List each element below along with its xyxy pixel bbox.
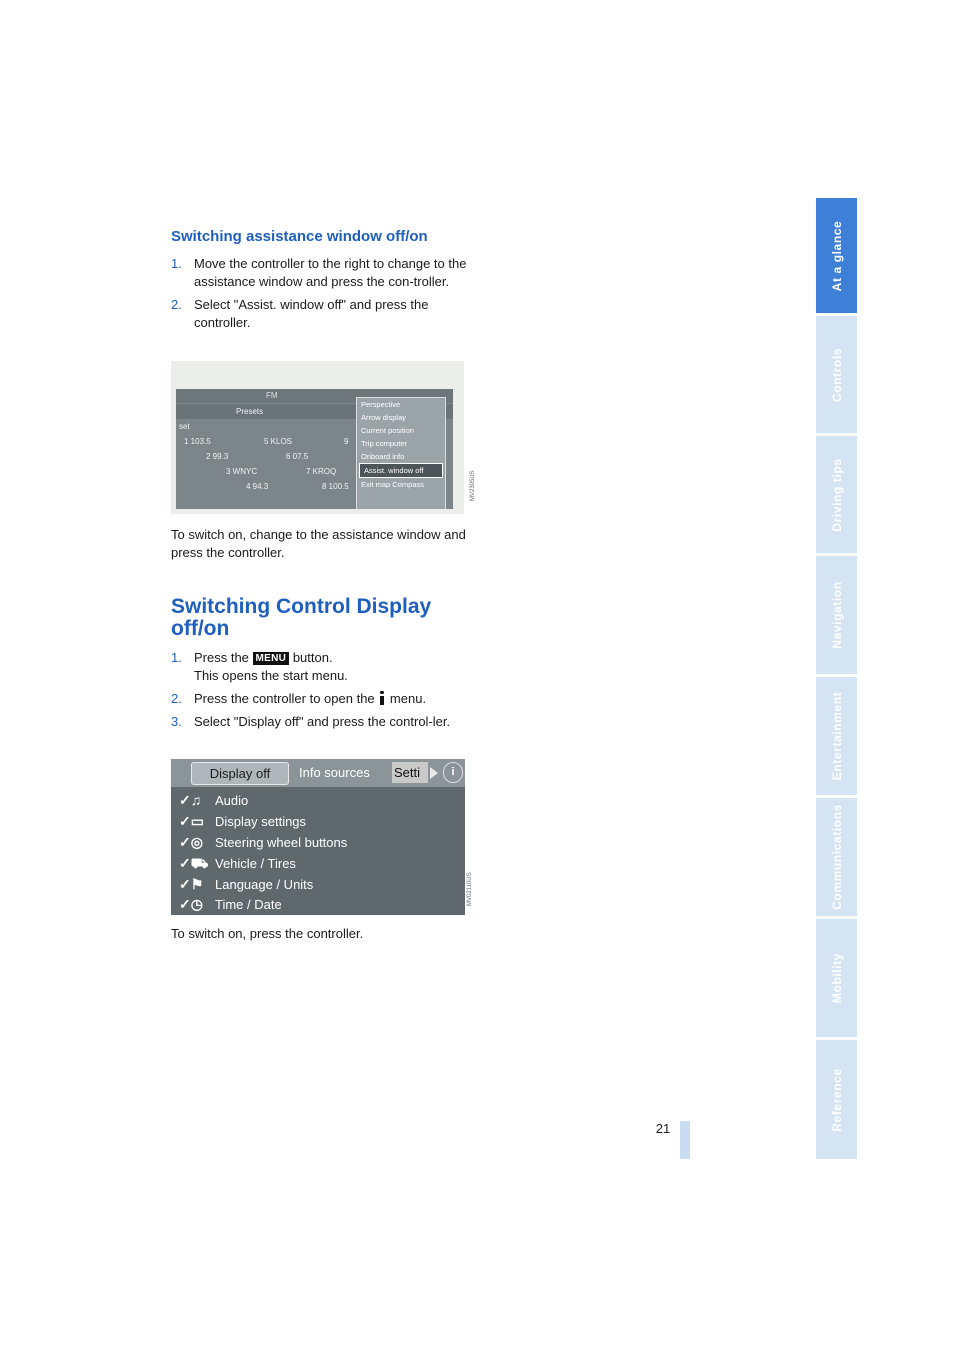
tab-settings[interactable]: Setti: [392, 762, 428, 783]
start-menu-screenshot: [171, 759, 465, 915]
assistance-window-screenshot: [171, 361, 476, 514]
side-tab-entertainment[interactable]: Entertainment: [816, 677, 857, 795]
preset-row: 3 WNYC 7 KROQ: [226, 467, 337, 476]
info-icon[interactable]: i: [443, 762, 463, 783]
steering-wheel-icon: ✓◎: [179, 834, 203, 850]
side-tab-at-a-glance[interactable]: At a glance: [816, 198, 857, 313]
menu-button-icon: MENU: [253, 652, 290, 665]
preset-row: 4 94.3 8 100.5: [246, 482, 349, 491]
list-item[interactable]: ✓⛟ Vehicle / Tires: [179, 855, 296, 871]
menu-item[interactable]: Onboard info: [361, 452, 405, 461]
page-marker: [680, 1121, 690, 1159]
vehicle-icon: ✓⛟: [179, 855, 209, 871]
arrow-right-icon[interactable]: [430, 767, 438, 779]
side-tab-navigation[interactable]: Navigation: [816, 556, 857, 674]
steps-list: [171, 255, 471, 332]
menu-item[interactable]: Trip computer: [361, 439, 407, 448]
display-icon: ✓▭: [179, 813, 204, 829]
list-item[interactable]: ✓♫ Audio: [179, 792, 249, 808]
assistance-menu: [356, 397, 446, 509]
image-code: MV02110US: [467, 872, 473, 906]
list-item[interactable]: ✓▭ Display settings: [179, 813, 307, 829]
section-assistance-window: [171, 228, 471, 337]
side-tab-mobility[interactable]: Mobility: [816, 919, 857, 1037]
flag-icon: ✓⚑: [179, 876, 204, 892]
switch-on-text: To switch on, press the controller.: [171, 926, 364, 941]
step-item: 1. Press the MENU button. This opens the start menu.: [171, 650, 348, 683]
menu-item[interactable]: Arrow display: [361, 413, 407, 422]
step-item: 2. Press the controller to open the menu.: [171, 691, 427, 706]
side-tab-communications[interactable]: Communications: [816, 798, 857, 916]
info-icon: [378, 691, 386, 705]
image-code: MV2305US: [470, 470, 476, 501]
preset-row: 2 99.3 6 07.5: [206, 452, 309, 461]
display-screen: [176, 389, 453, 509]
set-row: set: [179, 422, 190, 431]
audio-icon: ✓♫: [179, 792, 202, 808]
switch-on-text: To switch on, change to the assistance window and press the controller.: [171, 527, 466, 560]
side-tab-reference[interactable]: Reference: [816, 1040, 857, 1159]
section-heading: Switching Control Display off/on: [171, 595, 432, 640]
side-tab-driving-tips[interactable]: Driving tips: [816, 436, 857, 553]
page-number: 21: [655, 1121, 671, 1136]
list-item[interactable]: ✓◎ Steering wheel buttons: [179, 834, 348, 850]
presets-row: Presets: [176, 404, 453, 419]
list-item[interactable]: ✓◷ Time / Date: [179, 896, 282, 912]
band-header: FM: [176, 389, 453, 403]
section-heading: Switching assistance window off/on: [171, 228, 428, 245]
steps-list: [171, 649, 471, 731]
menu-item[interactable]: Current position: [361, 426, 414, 435]
clock-icon: ✓◷: [179, 896, 203, 912]
menu-tabs: [171, 759, 465, 787]
tab-info-sources[interactable]: Info sources: [299, 765, 370, 780]
list-item[interactable]: ✓⚑ Language / Units: [179, 876, 314, 892]
preset-row: 1 103.5 5 KLOS 9: [184, 437, 349, 446]
step-item: 3. Select "Display off" and press the control-ler.: [171, 714, 451, 729]
step-item: 2. Select "Assist. window off" and press the controller.: [171, 297, 429, 330]
step-item: 1. Move the controller to the right to change to the assistance window and press the con-troller.: [171, 256, 467, 289]
section-control-display: [171, 596, 471, 736]
menu-item[interactable]: Exit map Compass: [361, 480, 424, 489]
menu-item-selected[interactable]: Assist. window off: [359, 463, 443, 478]
menu-item[interactable]: Perspective: [361, 400, 401, 409]
tab-display-off[interactable]: Display off: [191, 762, 289, 785]
side-tab-controls[interactable]: Controls: [816, 316, 857, 433]
